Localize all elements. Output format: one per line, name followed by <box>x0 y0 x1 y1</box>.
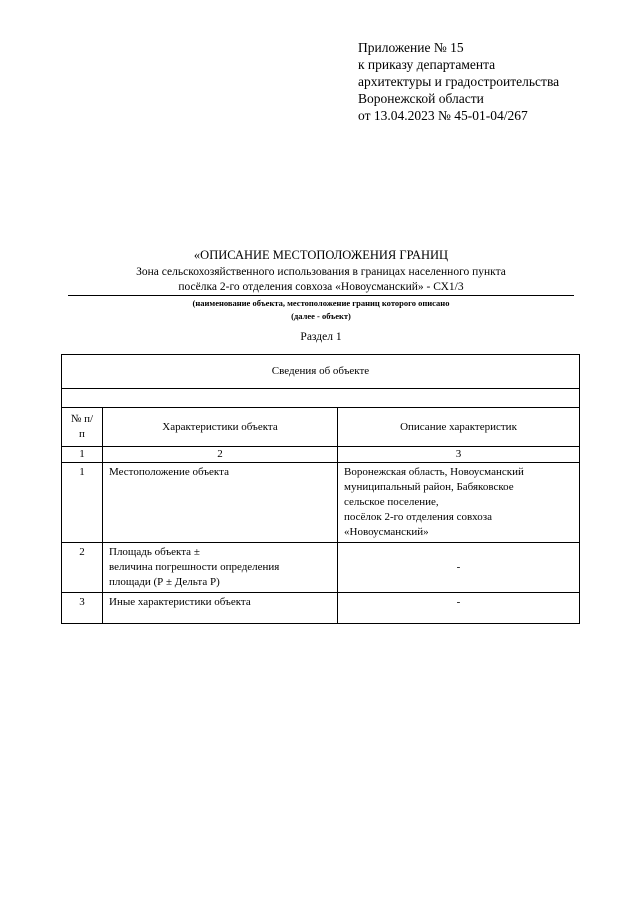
document-title-block <box>66 247 576 344</box>
description-line: посёлок 2-го отделения совхоза <box>344 511 492 523</box>
column-header-characteristic: Характеристики объекта <box>103 408 338 447</box>
object-name <box>66 265 576 296</box>
characteristic-line: величина погрешности определения <box>109 561 280 573</box>
table-row <box>62 593 580 624</box>
description-line: «Новоусманский» <box>344 526 429 538</box>
row-description <box>338 463 580 543</box>
object-name-line1: Зона сельскохозяйственного использования в границах населенного пункта <box>136 266 506 278</box>
row-description: - <box>338 593 580 624</box>
description-line: сельское поселение, <box>344 496 439 508</box>
column-number: 3 <box>338 447 580 463</box>
section-heading: Раздел 1 <box>300 331 342 343</box>
table-row <box>62 463 580 543</box>
appendix-line: Приложение № 15 <box>358 40 464 55</box>
description-line: Воронежская область, Новоусманский <box>344 466 524 478</box>
appendix-block <box>358 39 559 124</box>
column-header-number: № п/п <box>62 408 103 447</box>
table-caption: Сведения об объекте <box>62 355 580 389</box>
column-number: 1 <box>62 447 103 463</box>
appendix-line: Воронежской области <box>358 91 484 106</box>
field-note-line1: (наименование объекта, местоположение границ которого описано <box>192 298 450 308</box>
appendix-date-line: от 13.04.2023 № 45-01-04/267 <box>358 108 528 123</box>
row-number: 2 <box>62 543 103 593</box>
row-description: - <box>338 543 580 593</box>
object-info-table <box>61 354 580 624</box>
row-characteristic: Иные характеристики объекта <box>103 593 338 624</box>
appendix-line: архитектуры и градостроительства <box>358 74 560 89</box>
object-name-line2: посёлка 2-го отделения совхоза «Новоусманский» - СХ1/3 <box>68 280 574 296</box>
row-number: 1 <box>62 463 103 543</box>
characteristic-line: площади (Р ± Дельта Р) <box>109 576 220 588</box>
table-empty-row <box>62 389 580 408</box>
description-line: муниципальный район, Бабяковское <box>344 481 514 493</box>
table-row <box>62 543 580 593</box>
appendix-line: к приказу департамента <box>358 57 496 72</box>
column-header-description: Описание характеристик <box>338 408 580 447</box>
column-number-row <box>62 447 580 463</box>
row-characteristic <box>103 543 338 593</box>
table-header-row <box>62 408 580 447</box>
document-title: «ОПИСАНИЕ МЕСТОПОЛОЖЕНИЯ ГРАНИЦ <box>193 248 449 262</box>
column-number: 2 <box>103 447 338 463</box>
field-note <box>66 297 576 323</box>
field-note-line2: (далее - объект) <box>291 311 351 321</box>
row-characteristic: Местоположение объекта <box>103 463 338 543</box>
table-caption-row <box>62 355 580 389</box>
characteristic-line: Площадь объекта ± <box>109 546 200 558</box>
row-number: 3 <box>62 593 103 624</box>
empty-cell <box>62 389 580 408</box>
